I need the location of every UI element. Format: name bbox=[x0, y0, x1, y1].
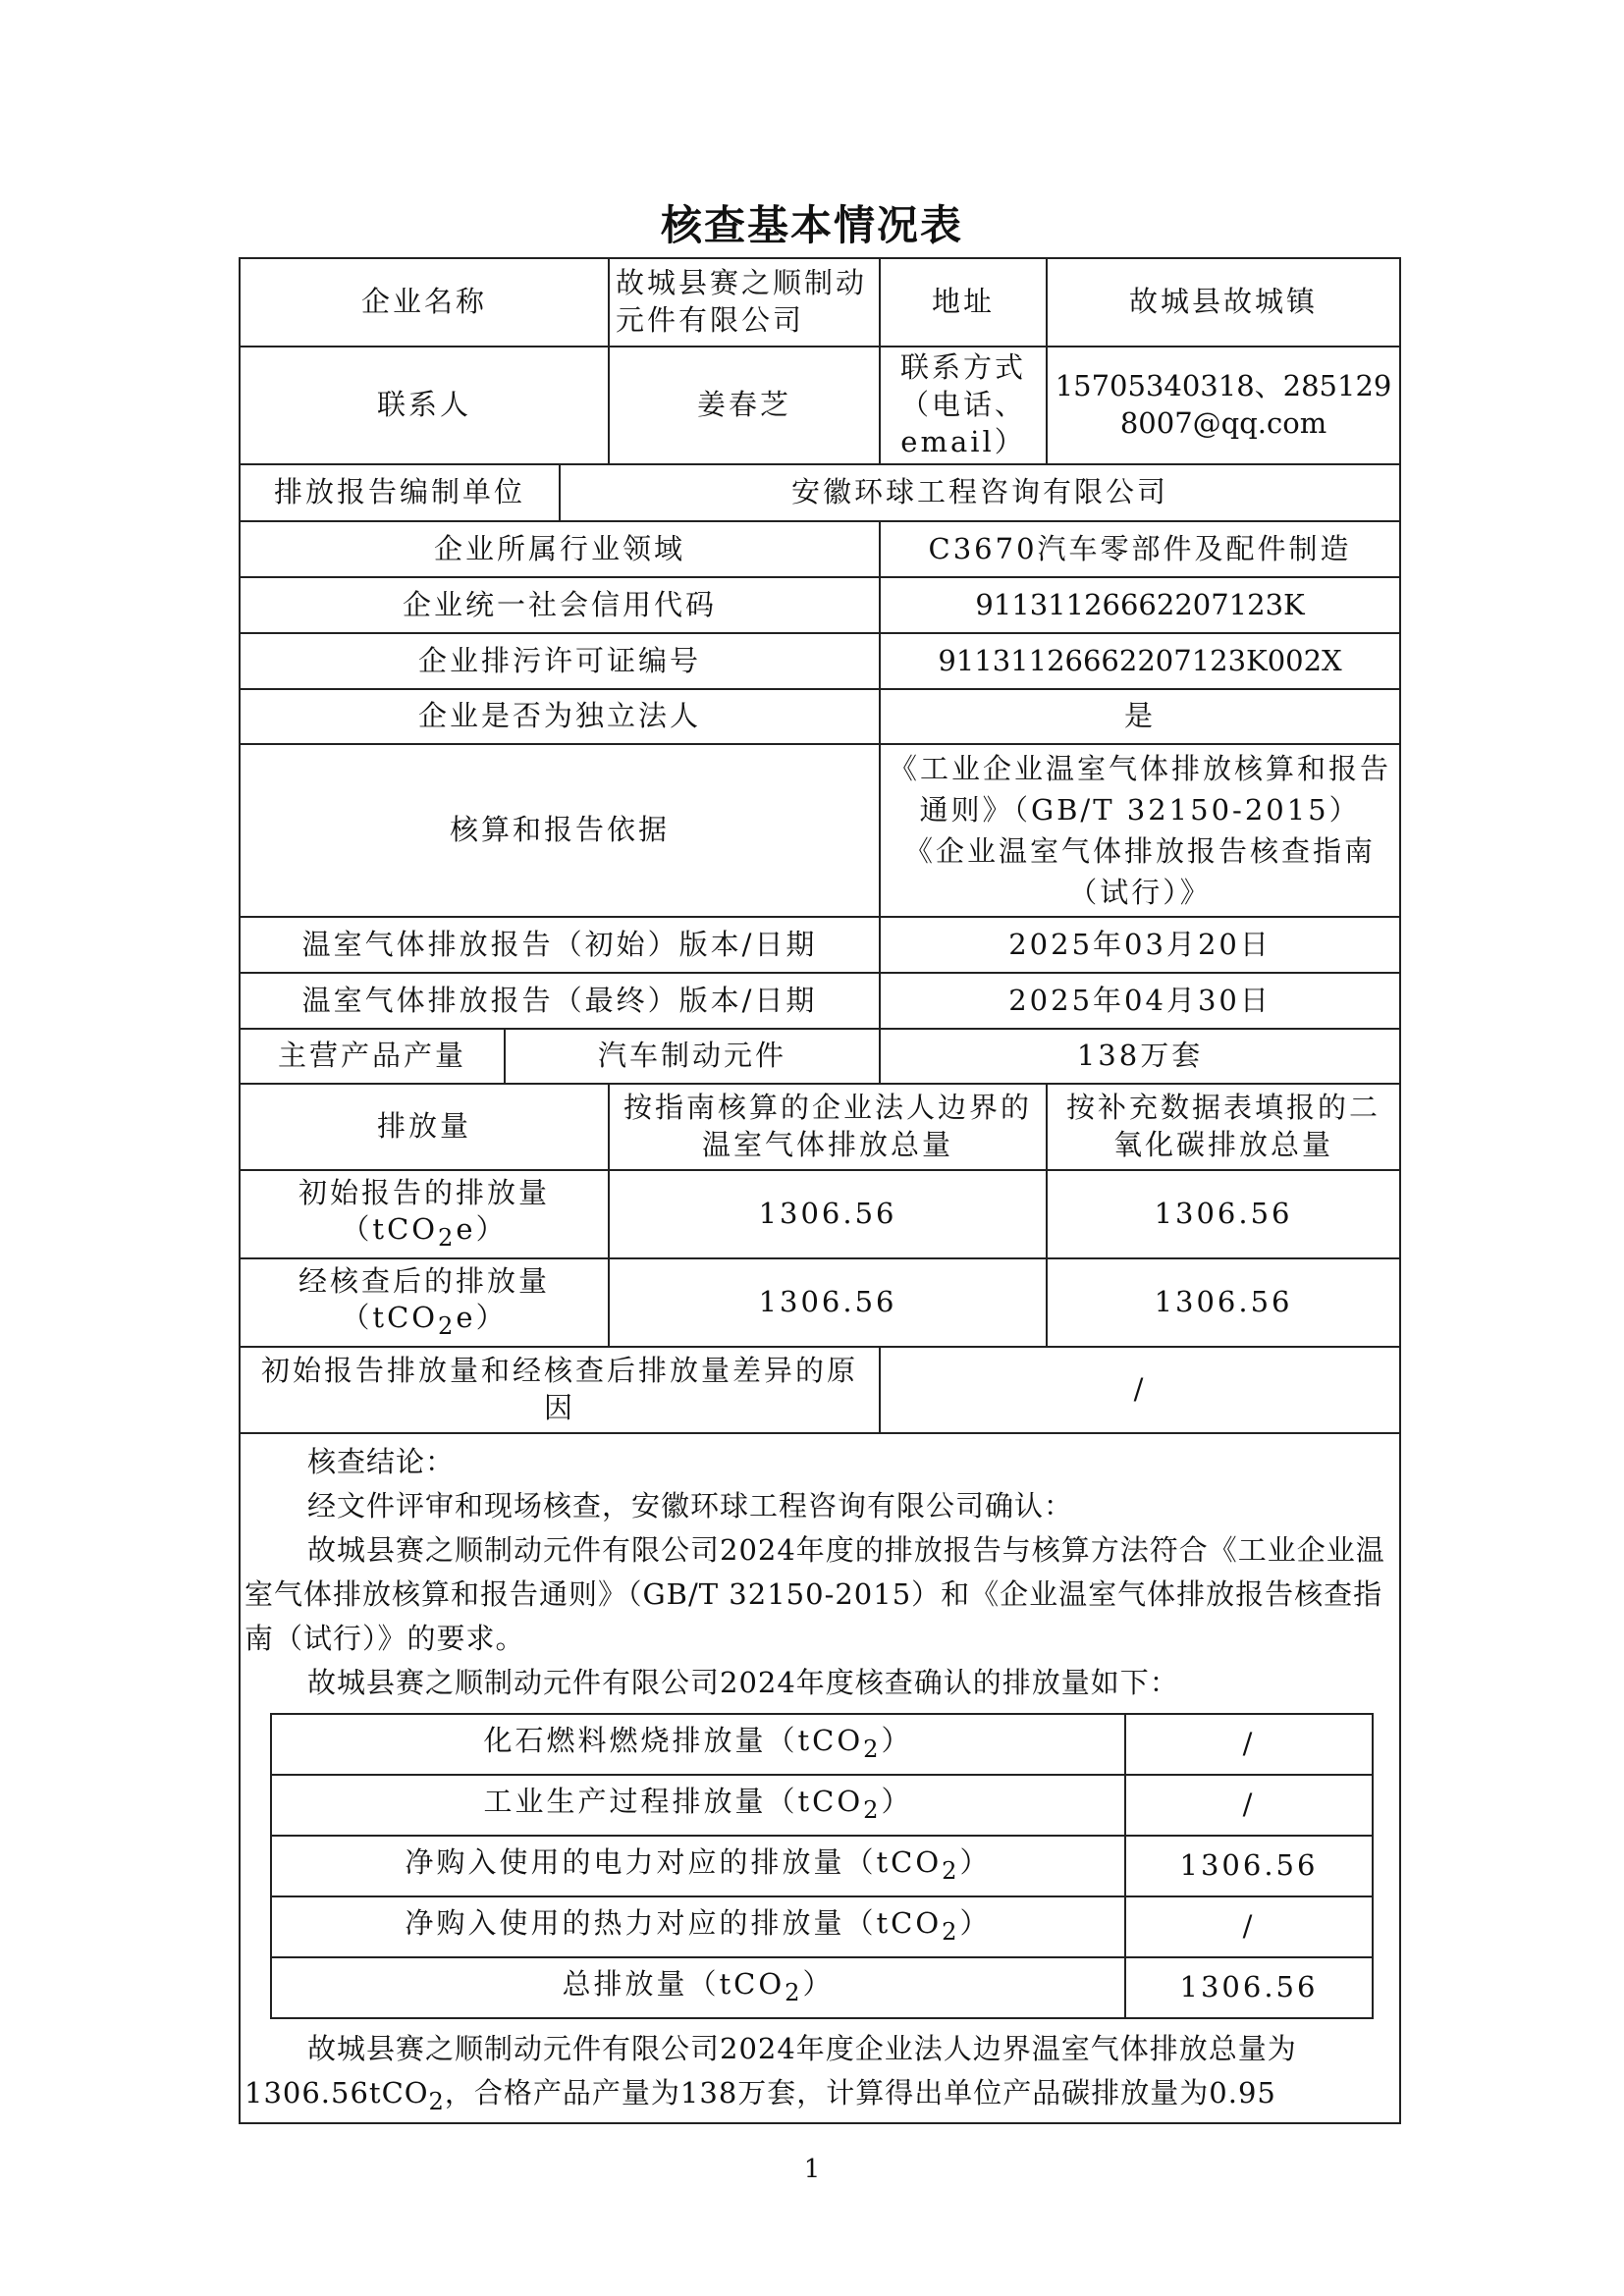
summary-value: 1306.56 bbox=[1125, 1957, 1373, 2018]
verified-emission-unit bbox=[246, 1300, 602, 1342]
verified-emission-v2: 1306.56 bbox=[1047, 1258, 1400, 1347]
company-name-label: 企业名称 bbox=[240, 258, 609, 347]
unit-text: （tCO bbox=[341, 1301, 439, 1335]
contact-value: 姜春芝 bbox=[609, 347, 880, 464]
conclusion-final bbox=[244, 2027, 1395, 2120]
initial-emission-v1: 1306.56 bbox=[609, 1170, 1047, 1258]
summary-sub: 2 bbox=[942, 1856, 960, 1885]
address-value: 故城县故城镇 bbox=[1047, 258, 1400, 347]
conclusion-line-3: 故城县赛之顺制动元件有限公司2024年度核查确认的排放量如下： bbox=[307, 1665, 1179, 1699]
unit-text-end: e） bbox=[456, 1301, 508, 1335]
conclusion-section bbox=[240, 1433, 1400, 2123]
initial-emission-label bbox=[240, 1170, 609, 1258]
summary-sub: 2 bbox=[863, 1735, 882, 1763]
summary-row bbox=[271, 1836, 1373, 1896]
basis-label: 核算和报告依据 bbox=[240, 744, 880, 917]
conclusion-line-1: 经文件评审和现场核查，安徽环球工程咨询有限公司确认： bbox=[307, 1488, 1074, 1522]
summary-row bbox=[271, 1775, 1373, 1836]
contact-method-label: 联系方式（电话、email） bbox=[880, 347, 1047, 464]
summary-label bbox=[271, 1836, 1125, 1896]
summary-value: 1306.56 bbox=[1125, 1836, 1373, 1896]
final-version-label: 温室气体排放报告（最终）版本/日期 bbox=[240, 973, 880, 1029]
legal-person-value: 是 bbox=[880, 689, 1400, 744]
product-output: 138万套 bbox=[880, 1029, 1400, 1084]
unit-text-end: e） bbox=[456, 1212, 508, 1247]
summary-label bbox=[271, 1957, 1125, 2018]
credit-code-label: 企业统一社会信用代码 bbox=[240, 577, 880, 633]
emission-col2-header: 按补充数据表填报的二氧化碳排放总量 bbox=[1047, 1084, 1400, 1170]
summary-close: ） bbox=[802, 1967, 835, 2002]
unit-sub: 2 bbox=[438, 1312, 457, 1341]
emission-label: 排放量 bbox=[240, 1084, 609, 1170]
address-label: 地址 bbox=[880, 258, 1047, 347]
summary-value: / bbox=[1125, 1896, 1373, 1957]
initial-version-label: 温室气体排放报告（初始）版本/日期 bbox=[240, 917, 880, 973]
conclusion-final-sub: 2 bbox=[428, 2087, 445, 2115]
verified-emission-label-text: 经核查后的排放量 bbox=[298, 1263, 551, 1298]
summary-close: ） bbox=[881, 1785, 913, 1819]
summary-sub: 2 bbox=[863, 1795, 882, 1824]
summary-close: ） bbox=[881, 1724, 913, 1758]
contact-method-value: 15705340318、2851298007@qq.com bbox=[1047, 347, 1400, 464]
summary-row bbox=[271, 1957, 1373, 2018]
permit-value: 91131126662207123K002X bbox=[880, 633, 1400, 689]
unit-sub: 2 bbox=[438, 1224, 457, 1253]
industry-value: C3670汽车零部件及配件制造 bbox=[880, 521, 1400, 577]
summary-close: ） bbox=[959, 1906, 992, 1941]
final-version-value: 2025年04月30日 bbox=[880, 973, 1400, 1029]
contact-label: 联系人 bbox=[240, 347, 609, 464]
emission-col1-header: 按指南核算的企业法人边界的温室气体排放总量 bbox=[609, 1084, 1047, 1170]
basis-line-2: 《企业温室气体排放报告核查指南（试行）》 bbox=[904, 834, 1377, 910]
summary-sub: 2 bbox=[942, 1917, 960, 1946]
verified-emission-label bbox=[240, 1258, 609, 1347]
summary-sub: 2 bbox=[785, 1978, 803, 2006]
summary-label-text: 净购入使用的热力对应的排放量（tCO bbox=[405, 1906, 943, 1941]
basis-value bbox=[880, 744, 1400, 917]
product-name: 汽车制动元件 bbox=[505, 1029, 880, 1084]
conclusion-final-text: 故城县赛之顺制动元件有限公司2024年度企业法人边界温室气体排放总量为1306.56tCO bbox=[244, 2031, 1297, 2109]
verification-table bbox=[239, 257, 1401, 2124]
basis-line-1: 《工业企业温室气体排放核算和报告通则》（GB/T 32150-2015） bbox=[889, 751, 1392, 827]
product-label: 主营产品产量 bbox=[240, 1029, 505, 1084]
emission-summary-table bbox=[270, 1713, 1374, 2019]
industry-label: 企业所属行业领域 bbox=[240, 521, 880, 577]
summary-label-text: 化石燃料燃烧排放量（tCO bbox=[483, 1724, 864, 1758]
page-number: 1 bbox=[803, 2155, 821, 2184]
diff-reason-value: / bbox=[880, 1347, 1400, 1433]
verified-emission-v1: 1306.56 bbox=[609, 1258, 1047, 1347]
permit-label: 企业排污许可证编号 bbox=[240, 633, 880, 689]
summary-label bbox=[271, 1896, 1125, 1957]
summary-label-text: 总排放量（tCO bbox=[562, 1967, 785, 2002]
initial-emission-v2: 1306.56 bbox=[1047, 1170, 1400, 1258]
conclusion-final-text-end: ，合格产品产量为138万套，计算得出单位产品碳排放量为0.95 bbox=[444, 2075, 1276, 2109]
conclusion-heading: 核查结论： bbox=[307, 1445, 456, 1478]
summary-value: / bbox=[1125, 1714, 1373, 1775]
summary-label-text: 净购入使用的电力对应的排放量（tCO bbox=[405, 1845, 943, 1880]
initial-emission-unit bbox=[246, 1211, 602, 1254]
summary-close: ） bbox=[959, 1845, 992, 1880]
report-unit-label: 排放报告编制单位 bbox=[240, 464, 560, 521]
conclusion-line-2: 故城县赛之顺制动元件有限公司2024年度的排放报告与核算方法符合《工业企业温室气体排放核算和报告通则》（GB/T 32150-2015）和《企业温室气体排放报告核查指南（试行）》的要求。 bbox=[244, 1532, 1385, 1655]
page-title: 核查基本情况表 bbox=[660, 201, 963, 249]
diff-reason-label: 初始报告排放量和经核查后排放量差异的原因 bbox=[240, 1347, 880, 1433]
summary-row bbox=[271, 1714, 1373, 1775]
company-name-value: 故城县赛之顺制动元件有限公司 bbox=[609, 258, 880, 347]
summary-row bbox=[271, 1896, 1373, 1957]
summary-label-text: 工业生产过程排放量（tCO bbox=[483, 1785, 864, 1819]
summary-label bbox=[271, 1775, 1125, 1836]
summary-value: / bbox=[1125, 1775, 1373, 1836]
initial-emission-label-text: 初始报告的排放量 bbox=[298, 1175, 551, 1209]
initial-version-value: 2025年03月20日 bbox=[880, 917, 1400, 973]
credit-code-value: 91131126662207123K bbox=[880, 577, 1400, 633]
unit-text: （tCO bbox=[341, 1212, 439, 1247]
summary-label bbox=[271, 1714, 1125, 1775]
report-unit-value: 安徽环球工程咨询有限公司 bbox=[560, 464, 1400, 521]
legal-person-label: 企业是否为独立法人 bbox=[240, 689, 880, 744]
